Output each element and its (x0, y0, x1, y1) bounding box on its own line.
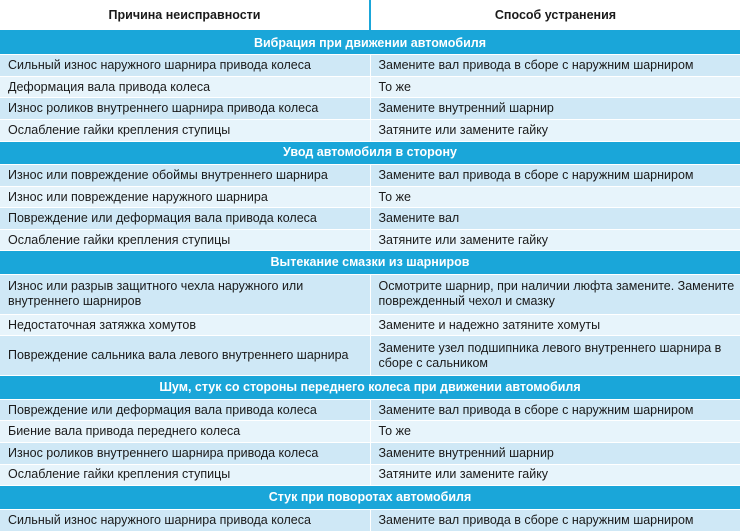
section-title: Вытекание смазки из шарниров (0, 251, 740, 275)
fix-cell: Замените вал привода в сборе с наружним шарниром (370, 55, 740, 77)
cause-cell: Повреждение или деформация вала привода колеса (0, 208, 370, 230)
header-cause: Причина неисправности (0, 0, 370, 31)
cause-cell: Сильный износ наружного шарнира привода колеса (0, 509, 370, 531)
cause-cell: Износ роликов внутреннего шарнира привода колеса (0, 443, 370, 465)
fix-cell: Замените вал привода в сборе с наружним шарниром (370, 509, 740, 531)
fix-cell: Затяните или замените гайку (370, 229, 740, 251)
fix-cell: Замените вал (370, 208, 740, 230)
table-row (0, 120, 740, 142)
section-header-row (0, 141, 740, 165)
cause-cell: Повреждение сальника вала левого внутреннего шарнира (0, 336, 370, 376)
table-row (0, 208, 740, 230)
cause-cell: Износ или разрыв защитного чехла наружного или внутреннего шарниров (0, 275, 370, 315)
table-row (0, 229, 740, 251)
table-row (0, 509, 740, 531)
cause-cell: Износ роликов внутреннего шарнира привода колеса (0, 98, 370, 120)
fix-cell: Замените внутренний шарнир (370, 443, 740, 465)
table-row (0, 275, 740, 315)
table-row (0, 464, 740, 486)
cause-cell: Деформация вала привода колеса (0, 76, 370, 98)
fix-cell: Замените узел подшипника левого внутреннего шарнира в сборе с сальником (370, 336, 740, 376)
table-row (0, 165, 740, 187)
fix-cell: Затяните или замените гайку (370, 464, 740, 486)
section-title: Вибрация при движении автомобиля (0, 31, 740, 55)
table-row (0, 98, 740, 120)
fix-cell: Осмотрите шарнир, при наличии люфта замените. Замените поврежденный чехол и смазку (370, 275, 740, 315)
section-header-row (0, 376, 740, 400)
table-row (0, 314, 740, 336)
table-row (0, 421, 740, 443)
section-title: Шум, стук со стороны переднего колеса при движении автомобиля (0, 376, 740, 400)
table-row (0, 186, 740, 208)
cause-cell: Ослабление гайки крепления ступицы (0, 464, 370, 486)
table-header-row (0, 0, 740, 31)
fix-cell: Замените и надежно затяните хомуты (370, 314, 740, 336)
section-header-row (0, 251, 740, 275)
cause-cell: Ослабление гайки крепления ступицы (0, 120, 370, 142)
section-header-row (0, 31, 740, 55)
cause-cell: Сильный износ наружного шарнира привода колеса (0, 55, 370, 77)
table-row (0, 336, 740, 376)
table-row (0, 399, 740, 421)
table-row (0, 443, 740, 465)
header-fix: Способ устранения (370, 0, 740, 31)
fix-cell: То же (370, 76, 740, 98)
fix-cell: Замените внутренний шарнир (370, 98, 740, 120)
cause-cell: Биение вала привода переднего колеса (0, 421, 370, 443)
table-row (0, 55, 740, 77)
cause-cell: Ослабление гайки крепления ступицы (0, 229, 370, 251)
fix-cell: Замените вал привода в сборе с наружним шарниром (370, 165, 740, 187)
cause-cell: Повреждение или деформация вала привода колеса (0, 399, 370, 421)
section-title: Увод автомобиля в сторону (0, 141, 740, 165)
section-header-row (0, 486, 740, 510)
fix-cell: То же (370, 421, 740, 443)
cause-cell: Износ или повреждение обоймы внутреннего шарнира (0, 165, 370, 187)
cause-cell: Износ или повреждение наружного шарнира (0, 186, 370, 208)
cause-cell: Недостаточная затяжка хомутов (0, 314, 370, 336)
section-title: Стук при поворотах автомобиля (0, 486, 740, 510)
fix-cell: То же (370, 186, 740, 208)
fix-cell: Затяните или замените гайку (370, 120, 740, 142)
fix-cell: Замените вал привода в сборе с наружним шарниром (370, 399, 740, 421)
table-row (0, 76, 740, 98)
